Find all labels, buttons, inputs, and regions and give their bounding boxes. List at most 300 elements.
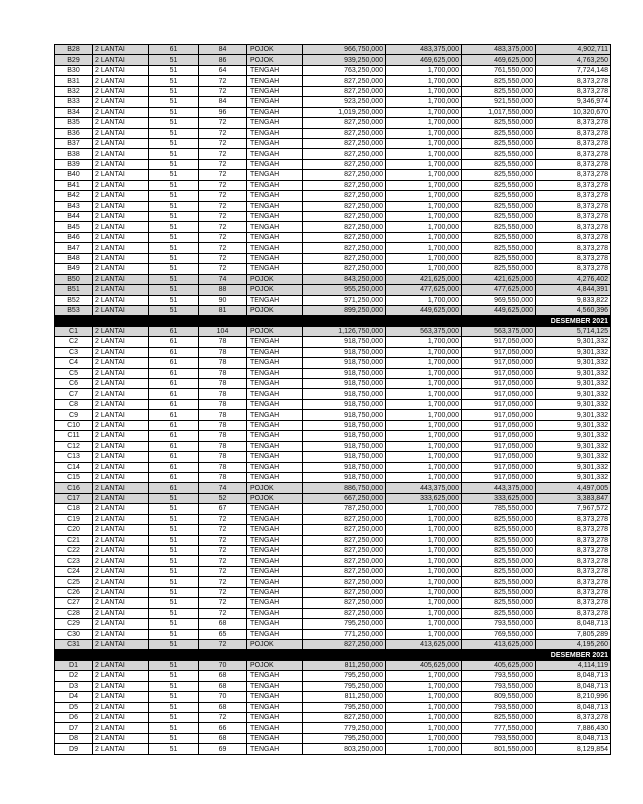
- down-payment-cell: 1,700,000: [386, 170, 462, 180]
- remaining-balance-cell: 917,050,000: [462, 337, 536, 347]
- remaining-balance-cell: 793,550,000: [462, 619, 536, 629]
- table-row: [55, 170, 611, 180]
- table-row: [55, 358, 611, 368]
- down-payment-cell: 1,700,000: [386, 681, 462, 691]
- building-type-cell: 2 LANTAI: [93, 389, 149, 399]
- land-area-cell: 51: [149, 55, 199, 65]
- position-cell: TENGAH: [247, 97, 303, 107]
- unit-code-cell: D4: [55, 692, 93, 702]
- building-area-cell: 74: [199, 274, 247, 284]
- building-type-cell: 2 LANTAI: [93, 493, 149, 503]
- down-payment-cell: 1,700,000: [386, 598, 462, 608]
- monthly-installment-cell: 7,805,289: [536, 629, 611, 639]
- land-area-cell: 51: [149, 159, 199, 169]
- table-row: [55, 619, 611, 629]
- building-type-cell: 2 LANTAI: [93, 452, 149, 462]
- price-cell: 918,750,000: [303, 462, 386, 472]
- monthly-installment-cell: 9,301,332: [536, 462, 611, 472]
- price-cell: 827,250,000: [303, 566, 386, 576]
- building-area-cell: 72: [199, 264, 247, 274]
- building-area-cell: 72: [199, 713, 247, 723]
- monthly-installment-cell: 8,373,278: [536, 598, 611, 608]
- price-cell: 966,750,000: [303, 45, 386, 55]
- building-area-cell: 78: [199, 452, 247, 462]
- unit-code-cell: C22: [55, 546, 93, 556]
- monthly-installment-cell: 4,844,391: [536, 285, 611, 295]
- remaining-balance-cell: 825,550,000: [462, 546, 536, 556]
- remaining-balance-cell: 917,050,000: [462, 368, 536, 378]
- down-payment-cell: 1,700,000: [386, 504, 462, 514]
- monthly-installment-cell: 8,210,996: [536, 692, 611, 702]
- unit-code-cell: C27: [55, 598, 93, 608]
- building-area-cell: 72: [199, 170, 247, 180]
- position-cell: TENGAH: [247, 180, 303, 190]
- land-area-cell: 51: [149, 514, 199, 524]
- land-area-cell: 51: [149, 525, 199, 535]
- table-row: [55, 713, 611, 723]
- monthly-installment-cell: 8,373,278: [536, 243, 611, 253]
- land-area-cell: 51: [149, 138, 199, 148]
- table-row: [55, 159, 611, 169]
- building-area-cell: 72: [199, 138, 247, 148]
- price-cell: 827,250,000: [303, 639, 386, 649]
- price-cell: 667,250,000: [303, 493, 386, 503]
- position-cell: TENGAH: [247, 107, 303, 117]
- land-area-cell: 51: [149, 180, 199, 190]
- land-area-cell: 51: [149, 170, 199, 180]
- position-cell: TENGAH: [247, 556, 303, 566]
- monthly-installment-cell: 8,373,278: [536, 149, 611, 159]
- position-cell: TENGAH: [247, 514, 303, 524]
- down-payment-cell: 469,625,000: [386, 55, 462, 65]
- price-cell: 827,250,000: [303, 264, 386, 274]
- building-type-cell: 2 LANTAI: [93, 681, 149, 691]
- land-area-cell: 61: [149, 326, 199, 336]
- remaining-balance-cell: 921,550,000: [462, 97, 536, 107]
- building-area-cell: 64: [199, 65, 247, 75]
- position-cell: TENGAH: [247, 347, 303, 357]
- monthly-installment-cell: 8,373,278: [536, 587, 611, 597]
- unit-code-cell: B41: [55, 180, 93, 190]
- monthly-installment-cell: 7,886,430: [536, 723, 611, 733]
- monthly-installment-cell: 8,373,278: [536, 264, 611, 274]
- table-row: [55, 733, 611, 743]
- down-payment-cell: 1,700,000: [386, 420, 462, 430]
- land-area-cell: 51: [149, 493, 199, 503]
- down-payment-cell: 1,700,000: [386, 107, 462, 117]
- unit-code-cell: B53: [55, 305, 93, 315]
- down-payment-cell: 1,700,000: [386, 232, 462, 242]
- building-area-cell: 72: [199, 639, 247, 649]
- unit-code-cell: B51: [55, 285, 93, 295]
- building-type-cell: 2 LANTAI: [93, 65, 149, 75]
- building-type-cell: 2 LANTAI: [93, 86, 149, 96]
- remaining-balance-cell: 1,017,550,000: [462, 107, 536, 117]
- building-type-cell: 2 LANTAI: [93, 566, 149, 576]
- building-type-cell: 2 LANTAI: [93, 274, 149, 284]
- land-area-cell: 51: [149, 243, 199, 253]
- building-area-cell: 72: [199, 243, 247, 253]
- down-payment-cell: 1,700,000: [386, 713, 462, 723]
- price-cell: 955,250,000: [303, 285, 386, 295]
- unit-code-cell: B46: [55, 232, 93, 242]
- price-cell: 827,250,000: [303, 170, 386, 180]
- monthly-installment-cell: 4,114,119: [536, 660, 611, 670]
- unit-code-cell: D5: [55, 702, 93, 712]
- building-area-cell: 66: [199, 723, 247, 733]
- table-row: [55, 410, 611, 420]
- building-area-cell: 72: [199, 222, 247, 232]
- table-row: [55, 702, 611, 712]
- building-area-cell: 67: [199, 504, 247, 514]
- price-cell: 827,250,000: [303, 180, 386, 190]
- building-type-cell: 2 LANTAI: [93, 243, 149, 253]
- table-row: [55, 180, 611, 190]
- down-payment-cell: 1,700,000: [386, 577, 462, 587]
- building-area-cell: 72: [199, 149, 247, 159]
- monthly-installment-cell: 8,373,278: [536, 118, 611, 128]
- price-cell: 827,250,000: [303, 138, 386, 148]
- position-cell: POJOK: [247, 45, 303, 55]
- table-row: [55, 86, 611, 96]
- remaining-balance-cell: 769,550,000: [462, 629, 536, 639]
- price-cell: 827,250,000: [303, 222, 386, 232]
- building-area-cell: 69: [199, 744, 247, 754]
- building-area-cell: 72: [199, 566, 247, 576]
- building-area-cell: 68: [199, 702, 247, 712]
- table-row: [55, 212, 611, 222]
- land-area-cell: 51: [149, 128, 199, 138]
- building-type-cell: 2 LANTAI: [93, 525, 149, 535]
- down-payment-cell: 1,700,000: [386, 65, 462, 75]
- price-cell: 803,250,000: [303, 744, 386, 754]
- land-area-cell: 51: [149, 201, 199, 211]
- monthly-installment-cell: 9,301,332: [536, 337, 611, 347]
- unit-code-cell: B34: [55, 107, 93, 117]
- monthly-installment-cell: 8,373,278: [536, 232, 611, 242]
- price-cell: 827,250,000: [303, 253, 386, 263]
- down-payment-cell: 1,700,000: [386, 264, 462, 274]
- price-cell: 827,250,000: [303, 76, 386, 86]
- building-area-cell: 72: [199, 546, 247, 556]
- building-area-cell: 78: [199, 441, 247, 451]
- remaining-balance-cell: 825,550,000: [462, 159, 536, 169]
- land-area-cell: 51: [149, 149, 199, 159]
- down-payment-cell: 421,625,000: [386, 274, 462, 284]
- building-area-cell: 72: [199, 535, 247, 545]
- monthly-installment-cell: 4,497,005: [536, 483, 611, 493]
- building-area-cell: 78: [199, 358, 247, 368]
- remaining-balance-cell: 917,050,000: [462, 347, 536, 357]
- remaining-balance-cell: 413,625,000: [462, 639, 536, 649]
- unit-code-cell: C23: [55, 556, 93, 566]
- section-header-row: [55, 650, 611, 660]
- unit-code-cell: B49: [55, 264, 93, 274]
- down-payment-cell: 1,700,000: [386, 452, 462, 462]
- down-payment-cell: 1,700,000: [386, 243, 462, 253]
- section-header-label: DESEMBER 2021: [55, 650, 611, 660]
- land-area-cell: 51: [149, 222, 199, 232]
- building-type-cell: 2 LANTAI: [93, 128, 149, 138]
- land-area-cell: 51: [149, 212, 199, 222]
- remaining-balance-cell: 793,550,000: [462, 733, 536, 743]
- remaining-balance-cell: 825,550,000: [462, 149, 536, 159]
- remaining-balance-cell: 825,550,000: [462, 264, 536, 274]
- price-cell: 971,250,000: [303, 295, 386, 305]
- price-cell: 787,250,000: [303, 504, 386, 514]
- position-cell: TENGAH: [247, 337, 303, 347]
- table-row: [55, 118, 611, 128]
- building-type-cell: 2 LANTAI: [93, 723, 149, 733]
- table-row: [55, 55, 611, 65]
- building-area-cell: 78: [199, 399, 247, 409]
- remaining-balance-cell: 917,050,000: [462, 441, 536, 451]
- monthly-installment-cell: 8,373,278: [536, 170, 611, 180]
- price-cell: 827,250,000: [303, 546, 386, 556]
- monthly-installment-cell: 9,301,332: [536, 389, 611, 399]
- remaining-balance-cell: 825,550,000: [462, 566, 536, 576]
- monthly-installment-cell: 8,373,278: [536, 201, 611, 211]
- building-area-cell: 72: [199, 587, 247, 597]
- position-cell: TENGAH: [247, 566, 303, 576]
- price-cell: 827,250,000: [303, 556, 386, 566]
- building-area-cell: 72: [199, 201, 247, 211]
- unit-code-cell: D1: [55, 660, 93, 670]
- remaining-balance-cell: 469,625,000: [462, 55, 536, 65]
- down-payment-cell: 1,700,000: [386, 86, 462, 96]
- building-type-cell: 2 LANTAI: [93, 639, 149, 649]
- table-row: [55, 431, 611, 441]
- down-payment-cell: 1,700,000: [386, 222, 462, 232]
- price-cell: 795,250,000: [303, 733, 386, 743]
- down-payment-cell: 1,700,000: [386, 462, 462, 472]
- position-cell: TENGAH: [247, 138, 303, 148]
- position-cell: TENGAH: [247, 702, 303, 712]
- down-payment-cell: 1,700,000: [386, 692, 462, 702]
- monthly-installment-cell: 9,301,332: [536, 358, 611, 368]
- building-type-cell: 2 LANTAI: [93, 608, 149, 618]
- unit-code-cell: C9: [55, 410, 93, 420]
- monthly-installment-cell: 8,373,278: [536, 128, 611, 138]
- land-area-cell: 51: [149, 744, 199, 754]
- building-type-cell: 2 LANTAI: [93, 431, 149, 441]
- monthly-installment-cell: 10,320,670: [536, 107, 611, 117]
- building-type-cell: 2 LANTAI: [93, 97, 149, 107]
- land-area-cell: 51: [149, 639, 199, 649]
- remaining-balance-cell: 825,550,000: [462, 118, 536, 128]
- table-row: [55, 149, 611, 159]
- down-payment-cell: 405,625,000: [386, 660, 462, 670]
- price-cell: 918,750,000: [303, 431, 386, 441]
- building-type-cell: 2 LANTAI: [93, 660, 149, 670]
- remaining-balance-cell: 405,625,000: [462, 660, 536, 670]
- price-cell: 843,250,000: [303, 274, 386, 284]
- unit-code-cell: C7: [55, 389, 93, 399]
- position-cell: POJOK: [247, 493, 303, 503]
- table-row: [55, 535, 611, 545]
- table-row: [55, 472, 611, 482]
- position-cell: TENGAH: [247, 629, 303, 639]
- building-area-cell: 78: [199, 472, 247, 482]
- unit-code-cell: C10: [55, 420, 93, 430]
- building-type-cell: 2 LANTAI: [93, 399, 149, 409]
- down-payment-cell: 1,700,000: [386, 159, 462, 169]
- building-area-cell: 104: [199, 326, 247, 336]
- land-area-cell: 51: [149, 660, 199, 670]
- down-payment-cell: 1,700,000: [386, 441, 462, 451]
- price-cell: 827,250,000: [303, 191, 386, 201]
- land-area-cell: 51: [149, 723, 199, 733]
- monthly-installment-cell: 3,383,847: [536, 493, 611, 503]
- monthly-installment-cell: 9,301,332: [536, 410, 611, 420]
- unit-code-cell: B29: [55, 55, 93, 65]
- monthly-installment-cell: 8,373,278: [536, 525, 611, 535]
- table-row: [55, 347, 611, 357]
- down-payment-cell: 1,700,000: [386, 535, 462, 545]
- unit-code-cell: D8: [55, 733, 93, 743]
- price-cell: 939,250,000: [303, 55, 386, 65]
- position-cell: TENGAH: [247, 379, 303, 389]
- table-row: [55, 577, 611, 587]
- monthly-installment-cell: 8,373,278: [536, 212, 611, 222]
- land-area-cell: 61: [149, 462, 199, 472]
- monthly-installment-cell: 8,048,713: [536, 681, 611, 691]
- land-area-cell: 51: [149, 671, 199, 681]
- down-payment-cell: 1,700,000: [386, 368, 462, 378]
- down-payment-cell: 1,700,000: [386, 128, 462, 138]
- price-cell: 918,750,000: [303, 368, 386, 378]
- table-row: [55, 420, 611, 430]
- unit-code-cell: C21: [55, 535, 93, 545]
- unit-code-cell: C16: [55, 483, 93, 493]
- section-header-label: DESEMBER 2021: [55, 316, 611, 326]
- price-cell: 827,250,000: [303, 243, 386, 253]
- price-cell: 795,250,000: [303, 619, 386, 629]
- remaining-balance-cell: 809,550,000: [462, 692, 536, 702]
- monthly-installment-cell: 8,373,278: [536, 180, 611, 190]
- position-cell: POJOK: [247, 274, 303, 284]
- unit-code-cell: B35: [55, 118, 93, 128]
- down-payment-cell: 1,700,000: [386, 149, 462, 159]
- land-area-cell: 51: [149, 598, 199, 608]
- building-type-cell: 2 LANTAI: [93, 514, 149, 524]
- down-payment-cell: 1,700,000: [386, 629, 462, 639]
- table-row: [55, 639, 611, 649]
- position-cell: TENGAH: [247, 587, 303, 597]
- building-area-cell: 78: [199, 389, 247, 399]
- remaining-balance-cell: 825,550,000: [462, 191, 536, 201]
- table-row: [55, 441, 611, 451]
- table-row: [55, 587, 611, 597]
- remaining-balance-cell: 777,550,000: [462, 723, 536, 733]
- position-cell: TENGAH: [247, 713, 303, 723]
- building-area-cell: 72: [199, 191, 247, 201]
- down-payment-cell: 1,700,000: [386, 744, 462, 754]
- table-row: [55, 556, 611, 566]
- monthly-installment-cell: 5,714,125: [536, 326, 611, 336]
- position-cell: TENGAH: [247, 692, 303, 702]
- down-payment-cell: 1,700,000: [386, 138, 462, 148]
- building-type-cell: 2 LANTAI: [93, 285, 149, 295]
- position-cell: TENGAH: [247, 525, 303, 535]
- monthly-installment-cell: 8,373,278: [536, 138, 611, 148]
- land-area-cell: 51: [149, 264, 199, 274]
- remaining-balance-cell: 825,550,000: [462, 525, 536, 535]
- monthly-installment-cell: 9,301,332: [536, 420, 611, 430]
- land-area-cell: 51: [149, 253, 199, 263]
- table-row: [55, 546, 611, 556]
- building-area-cell: 72: [199, 577, 247, 587]
- table-row: [55, 45, 611, 55]
- land-area-cell: 51: [149, 619, 199, 629]
- building-area-cell: 72: [199, 212, 247, 222]
- monthly-installment-cell: 8,048,713: [536, 702, 611, 712]
- unit-code-cell: C12: [55, 441, 93, 451]
- building-type-cell: 2 LANTAI: [93, 138, 149, 148]
- building-type-cell: 2 LANTAI: [93, 191, 149, 201]
- position-cell: TENGAH: [247, 462, 303, 472]
- unit-code-cell: B43: [55, 201, 93, 211]
- monthly-installment-cell: 8,373,278: [536, 159, 611, 169]
- price-cell: 827,250,000: [303, 232, 386, 242]
- monthly-installment-cell: 8,373,278: [536, 76, 611, 86]
- down-payment-cell: 1,700,000: [386, 212, 462, 222]
- position-cell: POJOK: [247, 55, 303, 65]
- building-type-cell: 2 LANTAI: [93, 472, 149, 482]
- table-row: [55, 671, 611, 681]
- monthly-installment-cell: 8,048,713: [536, 671, 611, 681]
- table-row: [55, 138, 611, 148]
- price-table: [54, 44, 611, 755]
- land-area-cell: 61: [149, 410, 199, 420]
- position-cell: TENGAH: [247, 201, 303, 211]
- table-row: [55, 399, 611, 409]
- down-payment-cell: 1,700,000: [386, 546, 462, 556]
- position-cell: TENGAH: [247, 65, 303, 75]
- position-cell: TENGAH: [247, 264, 303, 274]
- unit-code-cell: C29: [55, 619, 93, 629]
- down-payment-cell: 1,700,000: [386, 619, 462, 629]
- price-cell: 918,750,000: [303, 399, 386, 409]
- monthly-installment-cell: 4,560,396: [536, 305, 611, 315]
- building-area-cell: 88: [199, 285, 247, 295]
- building-area-cell: 52: [199, 493, 247, 503]
- table-row: [55, 97, 611, 107]
- building-type-cell: 2 LANTAI: [93, 107, 149, 117]
- building-area-cell: 78: [199, 337, 247, 347]
- monthly-installment-cell: 9,301,332: [536, 441, 611, 451]
- table-row: [55, 305, 611, 315]
- remaining-balance-cell: 917,050,000: [462, 379, 536, 389]
- building-type-cell: 2 LANTAI: [93, 379, 149, 389]
- section-header-row: [55, 316, 611, 326]
- land-area-cell: 61: [149, 358, 199, 368]
- building-type-cell: 2 LANTAI: [93, 232, 149, 242]
- land-area-cell: 61: [149, 483, 199, 493]
- table-row: [55, 337, 611, 347]
- building-area-cell: 72: [199, 253, 247, 263]
- position-cell: POJOK: [247, 483, 303, 493]
- land-area-cell: 51: [149, 118, 199, 128]
- remaining-balance-cell: 563,375,000: [462, 326, 536, 336]
- price-cell: 827,250,000: [303, 514, 386, 524]
- down-payment-cell: 333,625,000: [386, 493, 462, 503]
- position-cell: TENGAH: [247, 671, 303, 681]
- position-cell: TENGAH: [247, 76, 303, 86]
- unit-code-cell: C18: [55, 504, 93, 514]
- monthly-installment-cell: 8,373,278: [536, 608, 611, 618]
- position-cell: TENGAH: [247, 222, 303, 232]
